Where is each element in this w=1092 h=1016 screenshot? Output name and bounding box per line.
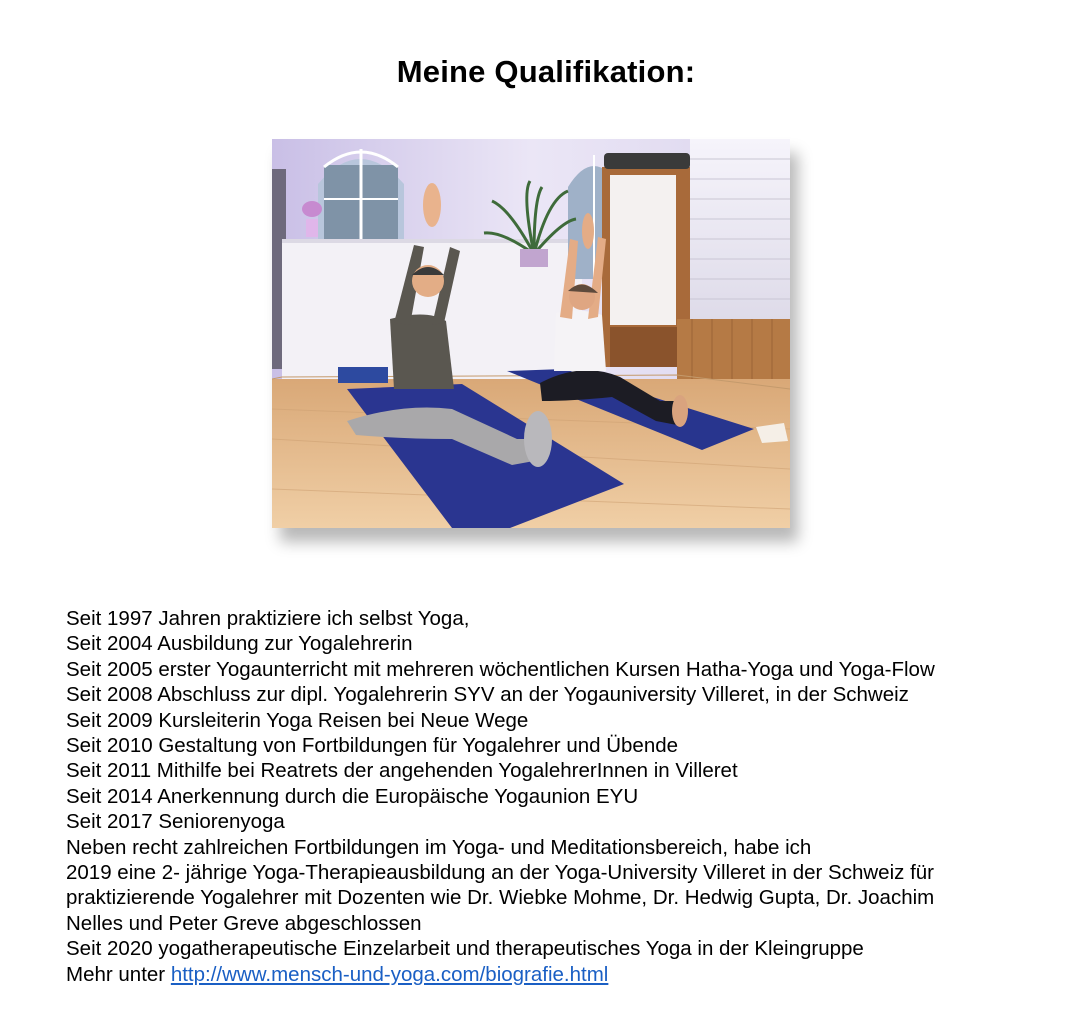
qualification-line-14: Seit 2020 yogatherapeutische Einzelarbeit und therapeutisches Yoga in der Kleingruppe <box>66 937 864 961</box>
qualification-line-11: 2019 eine 2- jährige Yoga-Therapieausbildung an der Yoga-University Villeret in der Schweiz für <box>66 861 935 885</box>
yoga-photo-illustration <box>272 139 790 528</box>
biography-link[interactable]: http://www.mensch-und-yoga.com/biografie.html <box>170 962 609 986</box>
qualification-list <box>66 606 1056 987</box>
qualification-line-4: Seit 2008 Abschluss zur dipl. Yogalehrerin SYV an der Yogauniversity Villeret, in der Schweiz <box>66 683 909 707</box>
qualification-line-2: Seit 2004 Ausbildung zur Yogalehrerin <box>66 632 413 656</box>
qualification-line-12: praktizierende Yogalehrer mit Dozenten wie Dr. Wiebke Mohme, Dr. Hedwig Gupta, Dr. Joachim <box>66 886 935 910</box>
qualification-line-5: Seit 2009 Kursleiterin Yoga Reisen bei Neue Wege <box>66 708 529 732</box>
qualification-line-10: Neben recht zahlreichen Fortbildungen im Yoga- und Meditationsbereich, habe ich <box>66 835 812 859</box>
qualification-line-7: Seit 2011 Mithilfe bei Reatrets der angehenden YogalehrerInnen in Villeret <box>66 759 738 783</box>
qualification-line-8: Seit 2014 Anerkennung durch die Europäische Yogaunion EYU <box>66 784 639 808</box>
more-info-prefix: Mehr unter <box>66 962 171 986</box>
qualification-line-3: Seit 2005 erster Yogaunterricht mit mehreren wöchentlichen Kursen Hatha-Yoga und Yoga-Flow <box>66 657 935 681</box>
qualification-line-6: Seit 2010 Gestaltung von Fortbildungen für Yogalehrer und Übende <box>66 734 679 758</box>
qualification-line-13: Nelles und Peter Greve abgeschlossen <box>66 911 422 935</box>
qualification-line-1: Seit 1997 Jahren praktiziere ich selbst Yoga, <box>66 607 470 630</box>
page-title: Meine Qualifikation: <box>396 54 696 89</box>
qualification-line-9: Seit 2017 Seniorenyoga <box>66 810 285 834</box>
yoga-photo <box>272 139 790 528</box>
more-info-line <box>66 962 1056 987</box>
